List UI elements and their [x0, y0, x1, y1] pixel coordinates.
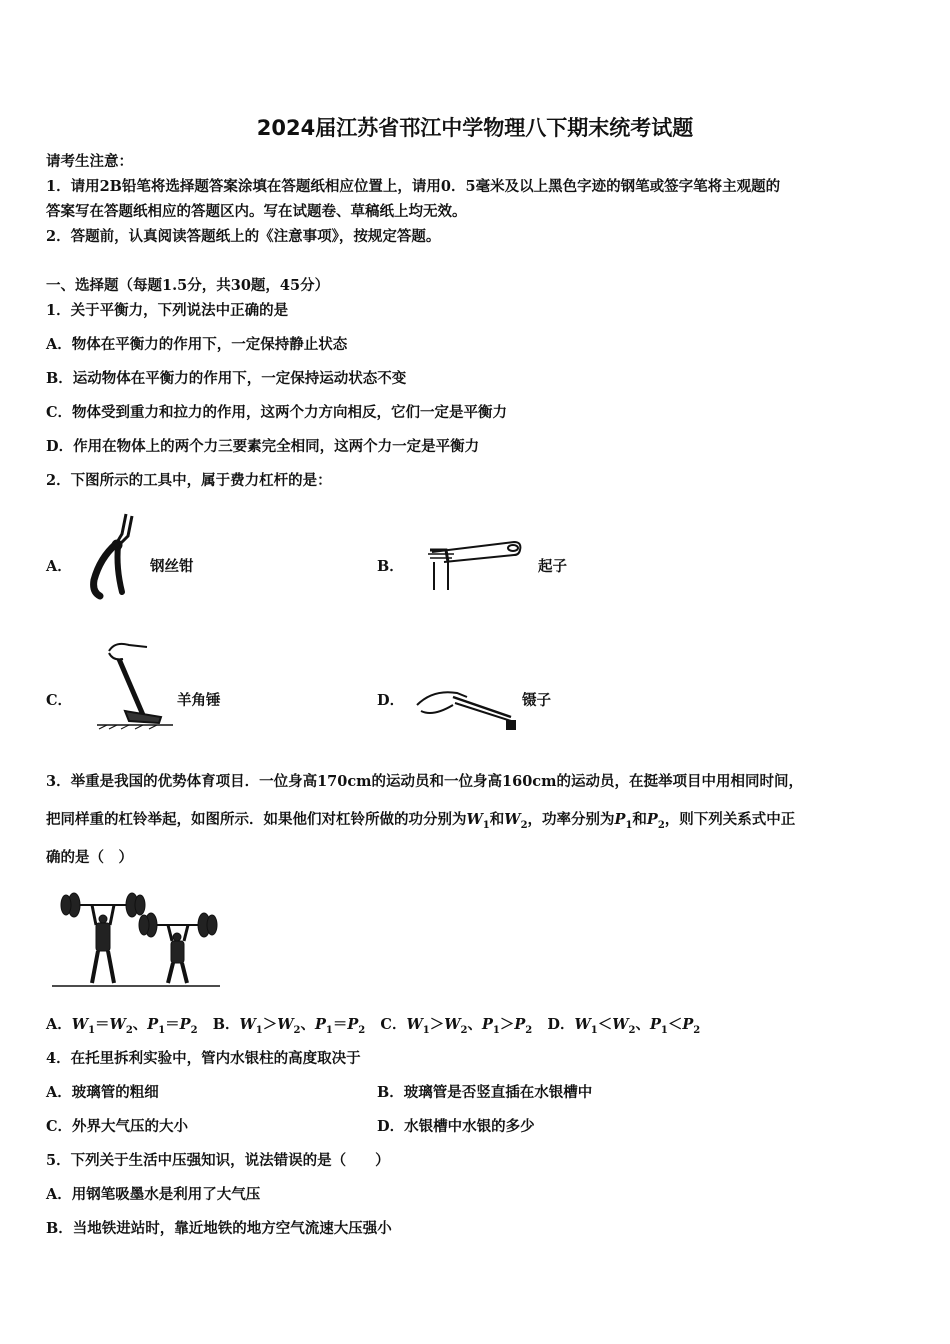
q5-stem: 5．下列关于生活中压强知识，说法错误的是（ ） [46, 1152, 390, 1169]
q1-option-a: A．物体在平衡力的作用下，一定保持静止状态 [46, 336, 348, 353]
q3-option-d: D．$W_1<W_2$、$P_1<P_2$ [547, 1016, 701, 1036]
q2-option-c-letter: C． [46, 692, 73, 709]
q2-stem: 2．下图所示的工具中，属于费力杠杆的是： [46, 472, 332, 489]
q3-option-a: A．$W_1=W_2$、$P_1=P_2$ [46, 1016, 198, 1036]
q5-option-a: A．用钢笔吸墨水是利用了大气压 [46, 1186, 261, 1203]
q5-option-b: B．当地铁进站时，靠近地铁的地方空气流速大压强小 [46, 1220, 392, 1237]
q1-option-d: D．作用在物体上的两个力三要素完全相同，这两个力一定是平衡力 [46, 438, 480, 455]
q4-option-b: B．玻璃管是否竖直插在水银槽中 [377, 1084, 593, 1101]
q4-option-d: D．水银槽中水银的多少 [377, 1118, 535, 1135]
notice-heading: 请考生注意： [46, 153, 133, 170]
q3-line-2: 把同样重的杠铃举起，如图所示．如果他们对杠铃所做的功分别为$W_1$和$W_2$，功率分别为$P_1$和$P_2$，则下列关系式中正 [46, 811, 796, 831]
q2-option-d-label: 镊子 [522, 692, 551, 709]
q2-option-b-letter: B． [377, 558, 404, 575]
notice-item-1a: 1．请用2B铅笔将选择题答案涂填在答题纸相应位置上，请用0．5毫米及以上黑色字迹的钢笔或签字笔将主观题的 [46, 178, 781, 195]
q3-option-b: B．$W_1>W_2$、$P_1=P_2$ [212, 1016, 366, 1036]
q2-option-b-label: 起子 [538, 558, 567, 575]
section-heading: 一、选择题（每题1.5分，共30题，45分） [46, 277, 330, 294]
notice-item-2: 2．答题前，认真阅读答题纸上的《注意事项》，按规定答题。 [46, 228, 441, 245]
q2-option-a-label: 钢丝钳 [150, 558, 194, 575]
notice-item-1b: 答案写在答题纸相应的答题区内。写在试题卷、草稿纸上均无效。 [46, 203, 467, 220]
q2-option-c-label: 羊角锤 [177, 692, 221, 709]
q4-option-a: A．玻璃管的粗细 [46, 1084, 159, 1101]
tweezers-image [413, 683, 518, 733]
q4-option-c: C．外界大气压的大小 [46, 1118, 189, 1135]
q1-option-b: B．运动物体在平衡力的作用下，一定保持运动状态不变 [46, 370, 407, 387]
q2-option-a-letter: A． [46, 558, 72, 575]
q3-line-1: 3．举重是我国的优势体育项目．一位身高170cm的运动员和一位身高160cm的运动员，在挺举项目中用相同时间， [46, 773, 803, 790]
page-title: 2024届江苏省邗江中学物理八下期末统考试题 [256, 116, 694, 140]
bottle-opener-image [420, 538, 525, 593]
q1-stem: 1．关于平衡力，下列说法中正确的是 [46, 302, 289, 319]
weightlifters-image [50, 885, 225, 990]
q2-option-d-letter: D． [377, 692, 405, 709]
pliers-image [82, 510, 142, 600]
q3-line-3: 确的是（ ） [46, 849, 133, 866]
claw-hammer-image [95, 637, 175, 732]
q1-option-c: C．物体受到重力和拉力的作用，这两个力方向相反，它们一定是平衡力 [46, 404, 508, 421]
q3-option-c: C．$W_1>W_2$、$P_1>P_2$ [380, 1016, 533, 1036]
q3-options [46, 1015, 700, 1041]
q4-stem: 4．在托里拆利实验中，管内水银柱的高度取决于 [46, 1050, 361, 1067]
